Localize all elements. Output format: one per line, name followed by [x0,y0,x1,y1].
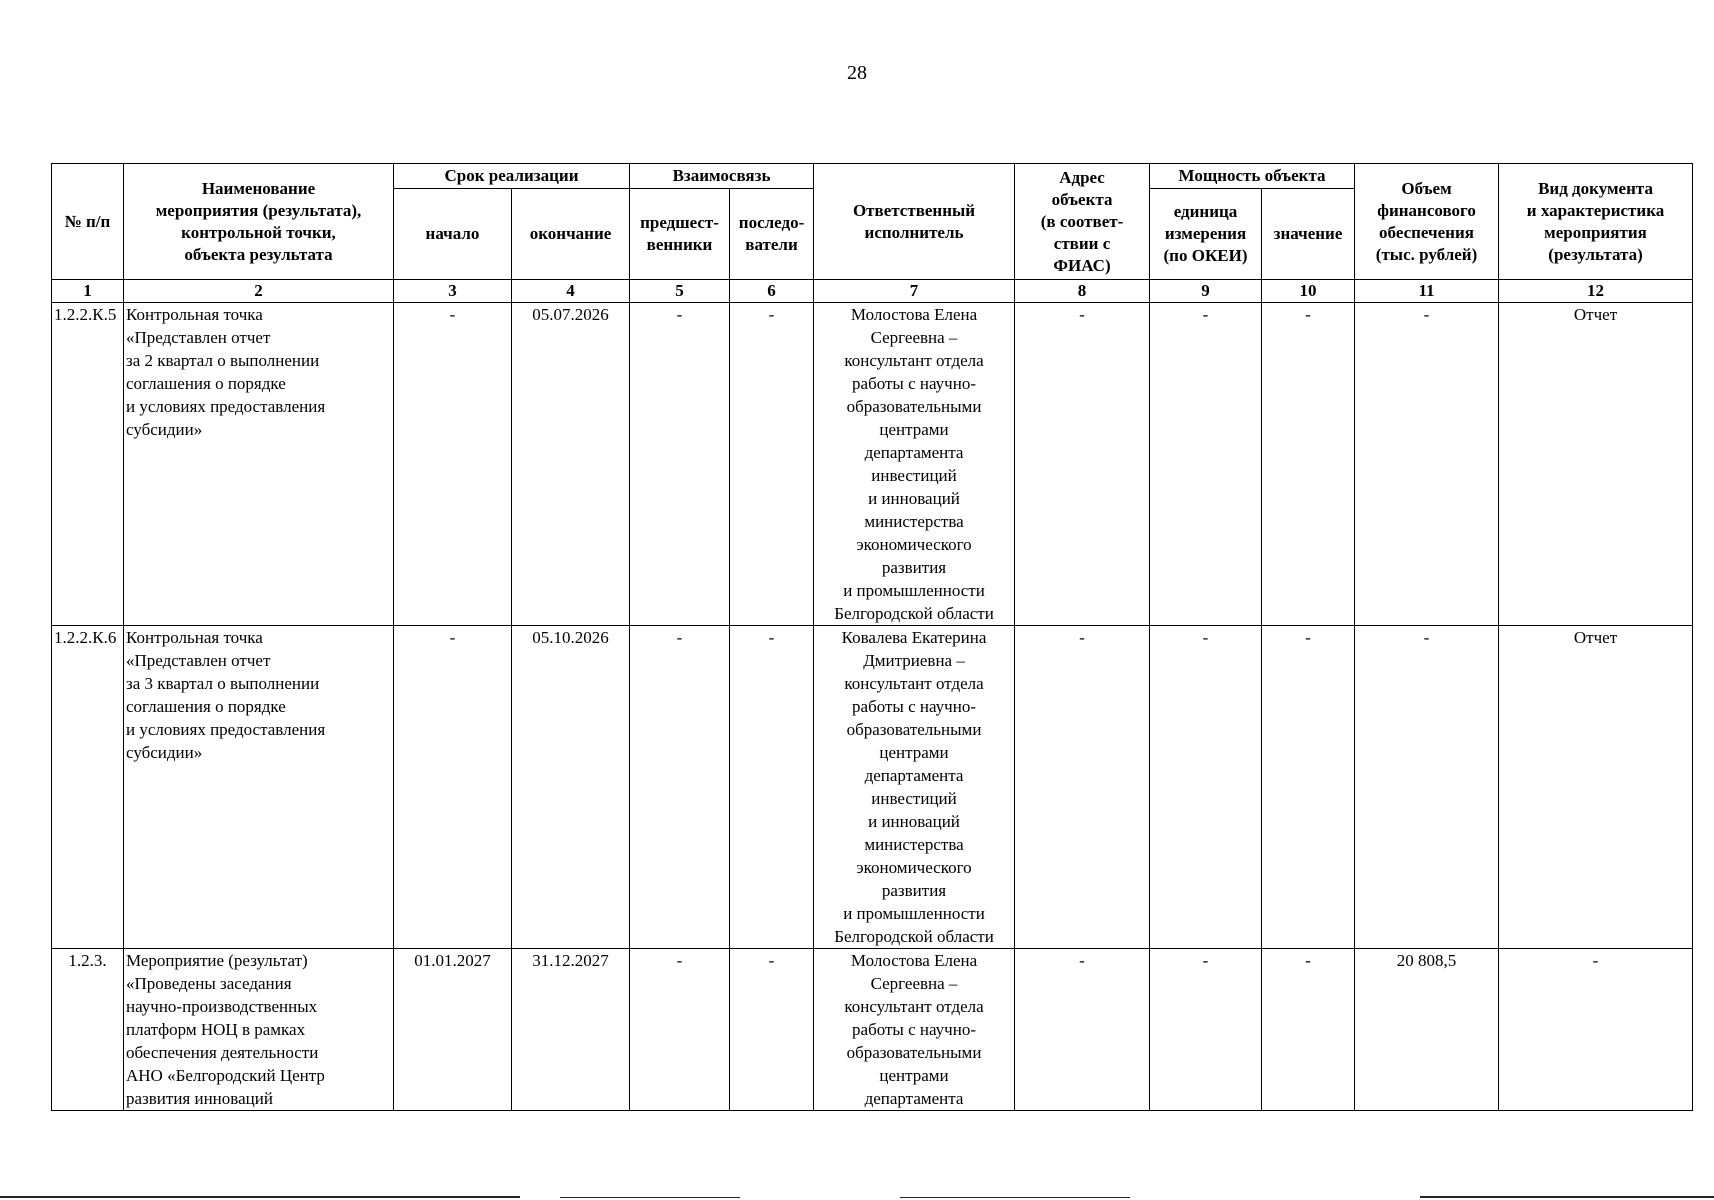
cell-doc-type: Отчет [1499,303,1693,626]
column-number: 9 [1150,280,1262,303]
column-number: 6 [730,280,814,303]
header-doc-type: Вид документа и характеристика мероприятия (результата) [1499,164,1693,280]
page-number: 28 [847,62,867,84]
cell-unit: - [1150,303,1262,626]
cell-doc-type: Отчет [1499,626,1693,949]
cell-num: 1.2.3. [52,949,124,1111]
cell-predecessors: - [630,303,730,626]
column-number: 10 [1262,280,1355,303]
header-funding: Объем финансового обеспечения (тыс. рублей) [1355,164,1499,280]
header-end: окончание [512,189,630,280]
column-number-row [52,280,1693,303]
cell-successors: - [730,303,814,626]
header-period: Срок реализации [394,164,630,189]
column-number: 5 [630,280,730,303]
cell-funding: - [1355,626,1499,949]
column-number: 7 [814,280,1015,303]
header-capacity: Мощность объекта [1150,164,1355,189]
scan-artifact-line [0,1196,520,1198]
cell-start: 01.01.2027 [394,949,512,1111]
header-row-top [52,164,1693,189]
header-start: начало [394,189,512,280]
column-number: 11 [1355,280,1499,303]
cell-responsible: Молостова Елена Сергеевна – консультант отдела работы с научно- образовательными центрами департамента инвестиций и инноваций министерства экономического развития и промышленности Белгородской области [814,303,1015,626]
column-number: 8 [1015,280,1150,303]
cell-end: 31.12.2027 [512,949,630,1111]
column-number: 3 [394,280,512,303]
header-predecessors: предшест- венники [630,189,730,280]
table-row [52,626,1693,949]
header-num: № п/п [52,164,124,280]
plan-table [51,163,1693,1111]
table-row [52,303,1693,626]
header-unit: единица измерения (по ОКЕИ) [1150,189,1262,280]
cell-num: 1.2.2.К.5 [52,303,124,626]
cell-successors: - [730,626,814,949]
header-successors: последо- ватели [730,189,814,280]
scan-artifact-line [1420,1196,1714,1198]
cell-unit: - [1150,626,1262,949]
cell-end: 05.07.2026 [512,303,630,626]
cell-name: Мероприятие (результат) «Проведены заседания научно-производственных платформ НОЦ в рамках обеспечения деятельности АНО «Белгородский Центр развития инноваций [124,949,394,1111]
column-number: 4 [512,280,630,303]
cell-unit: - [1150,949,1262,1111]
cell-funding: 20 808,5 [1355,949,1499,1111]
cell-doc-type: - [1499,949,1693,1111]
cell-value: - [1262,303,1355,626]
scan-artifact-line [900,1197,1130,1198]
cell-predecessors: - [630,626,730,949]
cell-value: - [1262,949,1355,1111]
cell-predecessors: - [630,949,730,1111]
header-relation: Взаимосвязь [630,164,814,189]
cell-name: Контрольная точка «Представлен отчет за 2 квартал о выполнении соглашения о порядке и условиях предоставления субсидии» [124,303,394,626]
header-responsible: Ответственный исполнитель [814,164,1015,280]
header-name: Наименование мероприятия (результата), контрольной точки, объекта результата [124,164,394,280]
cell-address: - [1015,949,1150,1111]
cell-num: 1.2.2.К.6 [52,626,124,949]
cell-start: - [394,303,512,626]
cell-value: - [1262,626,1355,949]
cell-start: - [394,626,512,949]
table-row [52,949,1693,1111]
scan-artifact-line [560,1197,740,1198]
cell-name: Контрольная точка «Представлен отчет за 3 квартал о выполнении соглашения о порядке и условиях предоставления субсидии» [124,626,394,949]
cell-responsible: Молостова Елена Сергеевна – консультант отдела работы с научно- образовательными центрами департамента [814,949,1015,1111]
header-value: значение [1262,189,1355,280]
column-number: 12 [1499,280,1693,303]
cell-funding: - [1355,303,1499,626]
cell-address: - [1015,303,1150,626]
cell-end: 05.10.2026 [512,626,630,949]
cell-address: - [1015,626,1150,949]
cell-successors: - [730,949,814,1111]
column-number: 2 [124,280,394,303]
column-number: 1 [52,280,124,303]
cell-responsible: Ковалева Екатерина Дмитриевна – консультант отдела работы с научно- образовательными центрами департамента инвестиций и инноваций министерства экономического развития и промышленности Белгородской области [814,626,1015,949]
header-address: Адрес объекта (в соответ- ствии с ФИАС) [1015,164,1150,280]
